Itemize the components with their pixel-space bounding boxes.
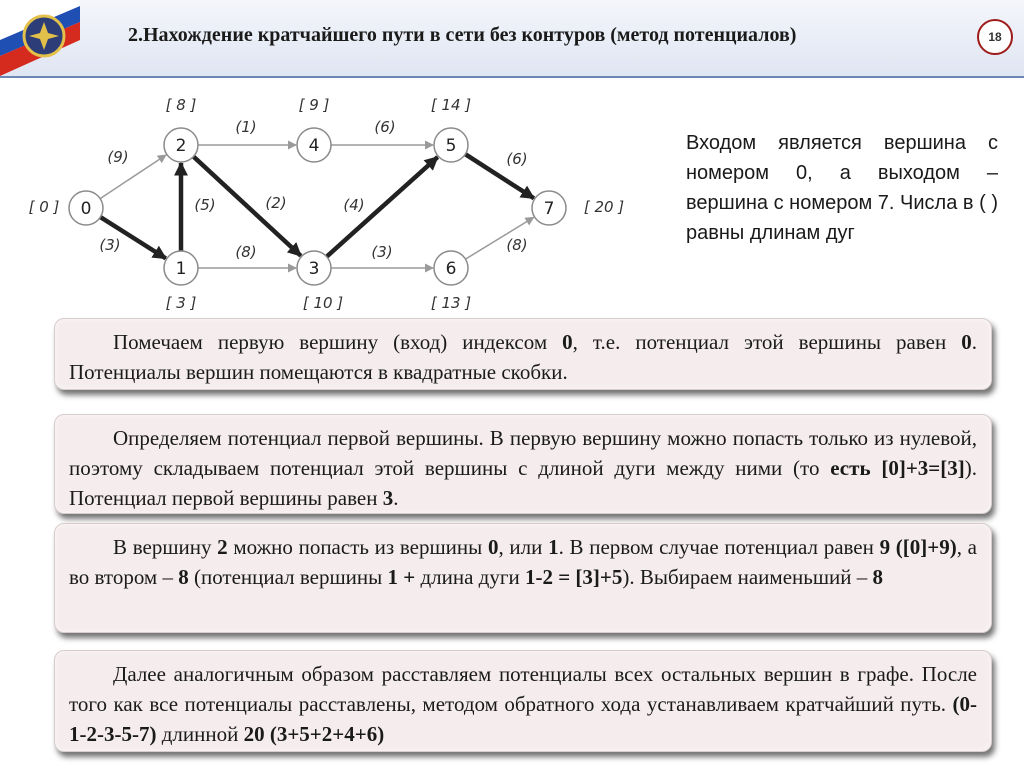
node-label: 3 [308, 259, 320, 279]
node-potential-label: [ 9 ] [298, 96, 330, 114]
node-potential-label: [ 20 ] [583, 198, 625, 216]
box-2-text [69, 423, 977, 513]
text-run: Определяем потенциал первой вершины. В первую вершину можно попасть только из нулевой, поэтому складываем потенциал этой вершины с длиной дуги между ними (то [69, 426, 977, 480]
node-potential-label: [ 13 ] [430, 294, 472, 312]
text-run: 0 [487, 535, 499, 559]
network-graph [0, 90, 680, 330]
node-label: 1 [175, 259, 187, 279]
edge-weight-label: (8) [506, 236, 528, 254]
edge-weight-label: (4) [343, 196, 365, 214]
text-run: , т.е. потенциал этой вершины равен [572, 330, 962, 354]
slide-header [0, 0, 1024, 78]
node-label: 6 [445, 259, 457, 279]
explanation-box-3 [54, 523, 992, 633]
node-label: 5 [445, 136, 457, 156]
text-run: Далее аналогичным образом расставляем потенциалы всех остальных вершин в графе. После того как все потенциалы расставлены, методом обратного хода устанавливаем кратчайший путь. [69, 662, 977, 716]
text-run: 0 [961, 330, 972, 354]
node-potential-label: [ 14 ] [430, 96, 472, 114]
text-run: (потенциал вершины [188, 565, 388, 589]
page-number-badge: 18 [977, 19, 1013, 55]
text-run: 1 [548, 535, 559, 559]
explanation-box-4 [54, 650, 992, 752]
text-run: 3 [382, 486, 394, 510]
text-run: , или [498, 535, 549, 559]
edge-weight-label: (9) [107, 148, 129, 166]
emblem-flag-icon [0, 0, 80, 76]
text-run: . В первом случае потенциал равен [558, 535, 880, 559]
node-potential-label: [ 0 ] [28, 198, 60, 216]
node-potential-label: [ 8 ] [165, 96, 197, 114]
text-run: есть [0]+3=[3] [830, 456, 965, 480]
edge-weight-label: (6) [506, 150, 528, 168]
explanation-box-2 [54, 414, 992, 514]
text-run: 0 [562, 330, 573, 354]
text-run: 1 + [387, 565, 416, 589]
node-label: 7 [543, 199, 555, 219]
text-run: ). Потенциал первой вершины равен [69, 456, 977, 510]
text-run: 8 [872, 565, 883, 589]
node-potential-label: [ 10 ] [302, 294, 344, 312]
edge-weight-label: (3) [99, 236, 121, 254]
edge-weight-label: (5) [194, 196, 216, 214]
box-3-text [69, 532, 977, 592]
edge-weight-label: (2) [265, 194, 287, 212]
text-run: , а во втором – [69, 535, 977, 589]
text-run: 20 (3+5+2+4+6) [243, 722, 385, 746]
edge-weight-label: (8) [235, 243, 257, 261]
slide-title: 2.Нахождение кратчайшего пути в сети без контуров (метод потенциалов) [128, 24, 797, 46]
box-4-text [69, 659, 977, 749]
text-run: 2 [217, 535, 228, 559]
text-run: . Потенциалы вершин помещаются в квадратные скобки. [69, 330, 977, 384]
text-run: . [393, 486, 399, 510]
edge-weight-label: (1) [235, 118, 257, 136]
text-run: 8 [178, 565, 189, 589]
node-potential-label: [ 3 ] [165, 294, 197, 312]
text-run: (0-1-2-3-5-7) [69, 692, 977, 746]
text-run: В вершину [113, 535, 218, 559]
text-run: Помечаем первую вершину (вход) индексом [113, 330, 563, 354]
text-run: ). Выбираем наименьший – [622, 565, 873, 589]
explanation-box-1 [54, 318, 992, 390]
node-label: 2 [175, 136, 187, 156]
text-run: 9 ([0]+9) [879, 535, 957, 559]
edge-weight-label: (6) [374, 118, 396, 136]
node-label: 4 [308, 136, 320, 156]
text-run: длина дуги [415, 565, 525, 589]
text-run: длинной [156, 722, 244, 746]
graph-description: Входом является вершина с номером 0, а выходом – вершина с номером 7. Числа в ( ) равны длинам дуг [686, 132, 998, 244]
text-run: можно попасть из вершины [227, 535, 488, 559]
text-run: 1-2 = [3]+5 [524, 565, 623, 589]
node-label: 0 [80, 199, 92, 219]
edge-weight-label: (3) [371, 243, 393, 261]
box-1-text [69, 327, 977, 387]
